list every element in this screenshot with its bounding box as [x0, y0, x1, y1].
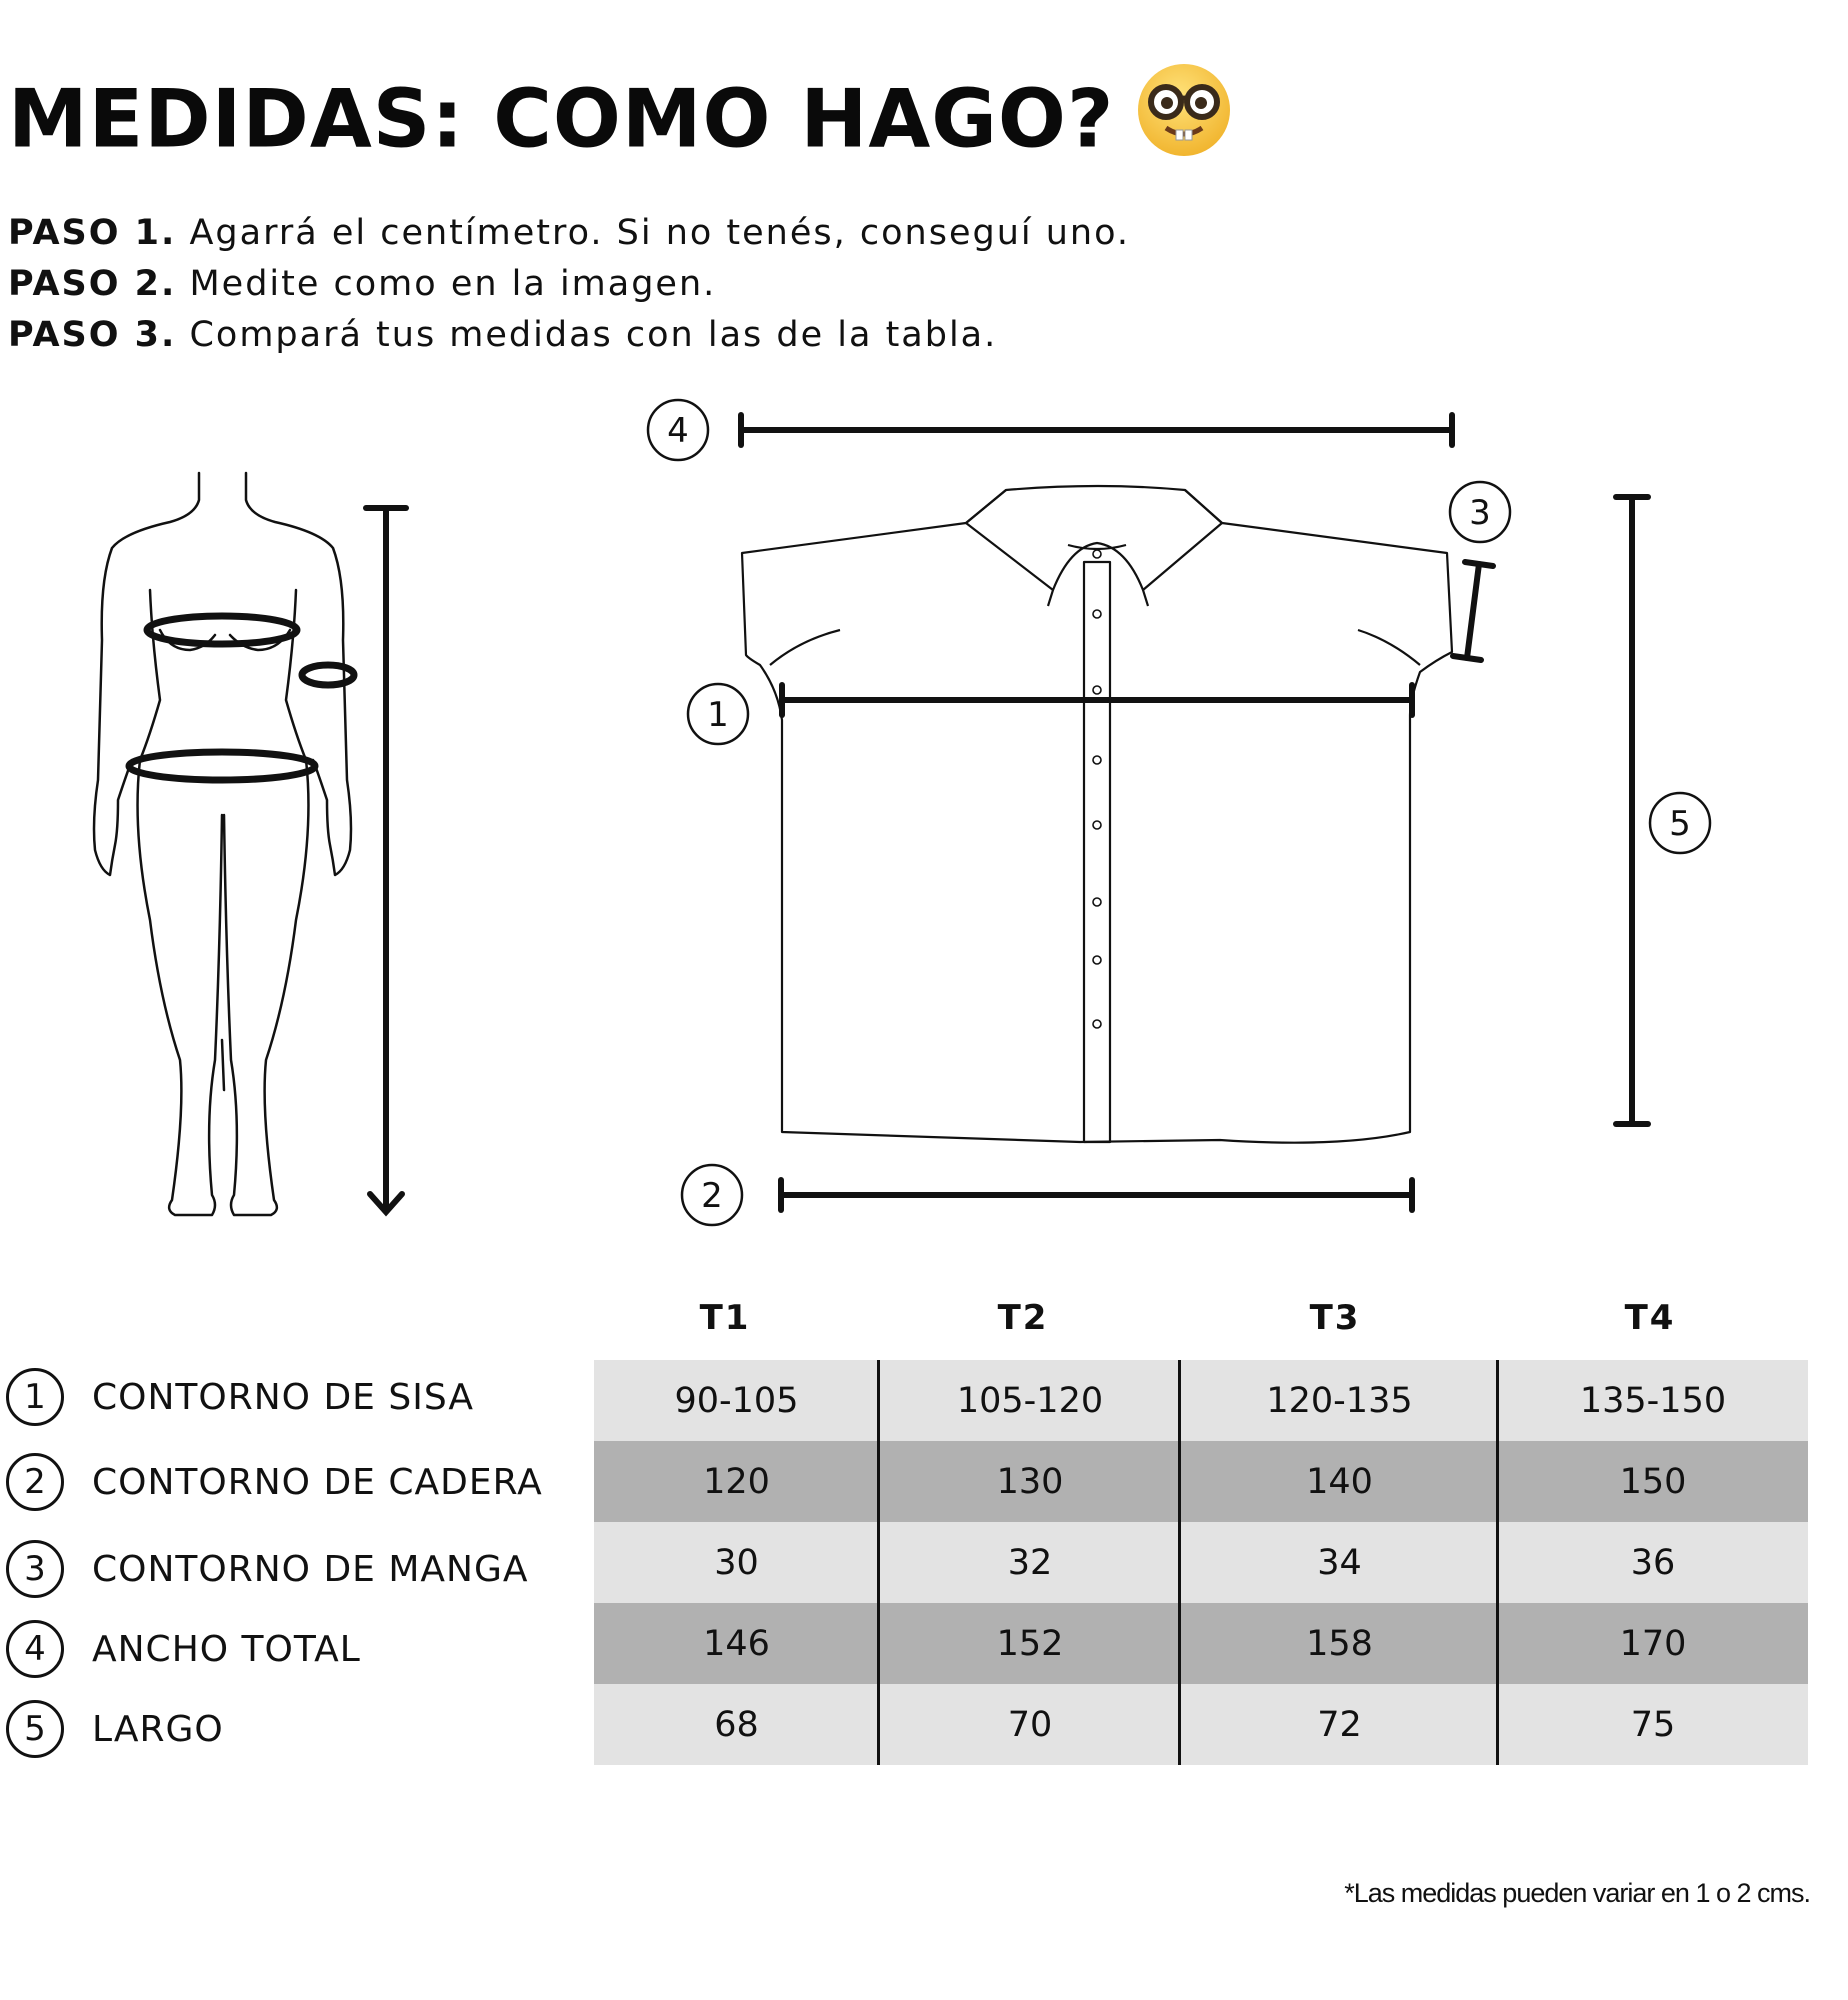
instructions	[8, 208, 1130, 361]
table-cell: 34	[1317, 1542, 1362, 1583]
legend-row-5	[6, 1698, 224, 1760]
legend-label: CONTORNO DE SISA	[92, 1376, 474, 1418]
table-cell: 146	[703, 1623, 770, 1664]
marker-3	[1450, 482, 1510, 542]
table-cell: 105-120	[956, 1380, 1104, 1421]
table-cell: 70	[1007, 1704, 1053, 1745]
table-cell: 32	[1007, 1542, 1053, 1583]
marker-5	[1650, 793, 1710, 853]
footnote: *Las medidas pueden variar en 1 o 2 cms.	[1344, 1878, 1810, 1908]
step-1	[8, 208, 1130, 259]
step-label: PASO 1.	[8, 213, 177, 253]
legend-label: CONTORNO DE MANGA	[92, 1548, 529, 1590]
table-cell: 68	[714, 1704, 759, 1745]
body-figure-icon	[94, 473, 351, 1215]
marker-number: 3	[1469, 493, 1491, 533]
size-header-t4: T4	[1624, 1298, 1676, 1338]
step-text: Compará tus medidas con las de la tabla.	[189, 315, 998, 355]
table-cell: 75	[1630, 1704, 1676, 1745]
marker-number: 1	[707, 695, 729, 735]
marker-1	[688, 684, 748, 744]
step-2	[8, 259, 1130, 310]
legend-number: 1	[6, 1368, 64, 1426]
column-divider	[877, 1360, 880, 1765]
step-label: PASO 3.	[8, 315, 177, 355]
shirt-outline-icon	[742, 486, 1452, 1143]
size-table	[594, 1360, 1808, 1765]
table-row	[594, 1684, 1808, 1765]
step-text: Medite como en la imagen.	[189, 264, 717, 304]
step-label: PASO 2.	[8, 264, 177, 304]
column-divider	[1496, 1360, 1499, 1765]
table-cell: 152	[996, 1623, 1064, 1664]
table-cell: 120	[703, 1461, 770, 1502]
table-cell: 150	[1619, 1461, 1687, 1502]
marker-4	[648, 400, 708, 460]
nerd-face-icon	[1134, 58, 1234, 177]
marker-number: 2	[701, 1176, 723, 1216]
body-measure-bands	[129, 616, 354, 780]
legend-number: 3	[6, 1540, 64, 1598]
column-divider	[1178, 1360, 1181, 1765]
table-cell: 90-105	[674, 1380, 799, 1421]
marker-2	[682, 1165, 742, 1225]
height-arrow	[366, 508, 406, 1212]
table-row	[594, 1603, 1808, 1684]
legend-number: 2	[6, 1453, 64, 1511]
legend-row-1	[6, 1366, 474, 1428]
table-cell: 158	[1306, 1623, 1373, 1664]
table-cell: 140	[1306, 1461, 1373, 1502]
marker-number: 5	[1669, 804, 1691, 844]
marker-number: 4	[667, 411, 689, 451]
table-cell: 130	[996, 1461, 1064, 1502]
shirt-buttons	[1093, 550, 1101, 1028]
table-cell: 120-135	[1266, 1380, 1413, 1421]
legend-label: ANCHO TOTAL	[92, 1628, 361, 1670]
size-header-t2: T2	[997, 1298, 1049, 1338]
step-text: Agarrá el centímetro. Si no tenés, conseguí uno.	[189, 213, 1131, 253]
legend-label: CONTORNO DE CADERA	[92, 1461, 543, 1503]
page-title	[8, 72, 1234, 177]
table-cell: 135-150	[1579, 1380, 1727, 1421]
size-header-t1: T1	[699, 1298, 751, 1338]
table-row	[594, 1441, 1808, 1522]
table-row	[594, 1360, 1808, 1441]
legend-number: 4	[6, 1620, 64, 1678]
measurement-illustration	[0, 380, 1848, 1260]
size-header-t3: T3	[1309, 1298, 1361, 1338]
table-cell: 36	[1630, 1542, 1676, 1583]
legend-label: LARGO	[92, 1708, 224, 1750]
table-cell: 30	[714, 1542, 759, 1583]
table-cell: 170	[1619, 1623, 1687, 1664]
legend-row-4	[6, 1618, 361, 1680]
table-cell: 72	[1317, 1704, 1362, 1745]
step-3	[8, 310, 1130, 361]
table-row	[594, 1522, 1808, 1603]
legend-number: 5	[6, 1700, 64, 1758]
title-text: MEDIDAS: COMO HAGO?	[8, 72, 1115, 166]
legend-row-2	[6, 1451, 543, 1513]
legend-row-3	[6, 1538, 529, 1600]
